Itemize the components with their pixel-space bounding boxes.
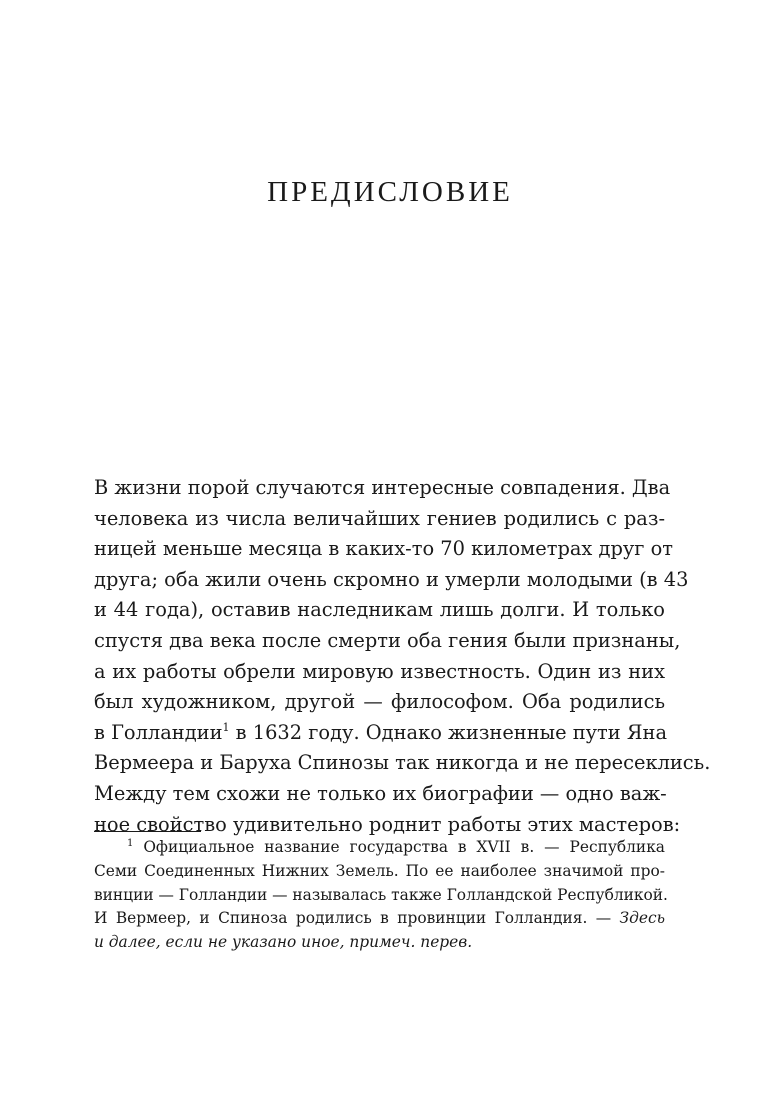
footnote-line xyxy=(94,907,665,931)
body-line: В жизни порой случаются интересные совпадения. Два xyxy=(94,476,671,499)
footnote-line: и далее, если не указано иное, примеч. перев. xyxy=(94,933,473,952)
body-line: ницей меньше месяца в каких-то 70 километрах друг от xyxy=(94,537,674,561)
body-line: был художником, другой — философом. Оба родились xyxy=(94,690,665,714)
body-line: человека из числа величайших гениев родились с раз- xyxy=(94,506,665,530)
body-line: спустя два века после смерти оба гения были признаны, xyxy=(94,628,681,652)
footnote-number: 1 xyxy=(127,838,134,849)
body-line-with-footnote-ref xyxy=(94,718,668,749)
footnote-line-text: Официальное название государства в XVII в. — Республика xyxy=(143,838,665,856)
footnote-line xyxy=(94,836,665,860)
body-line-part: в 1632 году. Однако жизненные пути Яна xyxy=(229,720,668,744)
body-line: и 44 года), оставив наследникам лишь долги. И только xyxy=(94,598,665,622)
footnote xyxy=(94,836,668,955)
footnote-italic-text: Здесь xyxy=(619,909,665,928)
footnote-line: винции — Голландии — называлась также Голландской Республикой. xyxy=(94,885,668,904)
body-line-part: в Голландии xyxy=(94,720,223,744)
body-line: друга; оба жили очень скромно и умерли молодыми (в 43 xyxy=(94,567,689,591)
footnote-divider xyxy=(94,831,201,832)
body-line: Между тем схожи не только их биографии — одно важ- xyxy=(94,781,667,805)
body-line: Вермеера и Баруха Спинозы так никогда и не пересеклись. xyxy=(94,751,711,775)
footnote-line-text: И Вермеер, и Спиноза родились в провинции Голландия. — xyxy=(94,909,620,928)
body-line: ное свойство удивительно роднит работы этих мастеров: xyxy=(94,812,681,836)
footnote-reference[interactable]: 1 xyxy=(222,720,230,734)
chapter-title: ПРЕДИСЛОВИЕ xyxy=(267,176,513,208)
footnote-line: Семи Соединенных Нижних Земель. По ее наиболее значимой про- xyxy=(94,861,665,880)
body-line: а их работы обрели мировую известность. Один из них xyxy=(94,659,665,683)
body-paragraph xyxy=(94,473,711,840)
